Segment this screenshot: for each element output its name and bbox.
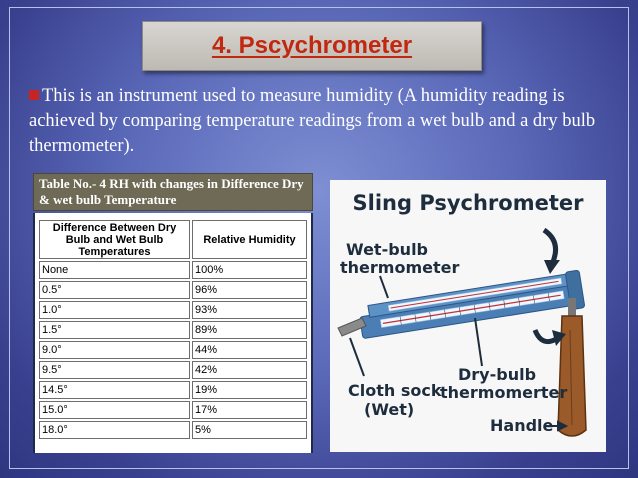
table-row <box>39 301 307 319</box>
cell-difference: 1.0° <box>39 301 190 319</box>
header-difference: Difference Between Dry Bulb and Wet Bulb Temperatures <box>39 220 190 259</box>
cell-rh: 96% <box>192 281 307 299</box>
cell-difference: None <box>39 261 190 279</box>
table-row <box>39 401 307 419</box>
table-row <box>39 381 307 399</box>
cell-rh: 44% <box>192 341 307 359</box>
intro-text: This is an instrument used to measure humidity (A humidity reading is achieved by comparing temperature readings from a wet bulb and a dry bulb thermometer). <box>29 86 596 156</box>
label-wet-bulb-1: Wet-bulb <box>346 240 428 259</box>
cell-difference: 9.0° <box>39 341 190 359</box>
rotation-arrow-top-icon <box>544 230 556 264</box>
table-header-row <box>39 220 307 259</box>
table-row <box>39 281 307 299</box>
cell-difference: 15.0° <box>39 401 190 419</box>
label-dry-bulb-1: Dry-bulb <box>458 365 537 384</box>
header-relative-humidity: Relative Humidity <box>192 220 307 259</box>
bullet-icon <box>29 90 39 100</box>
slide-title: 4. Pscychrometer <box>211 32 413 59</box>
figure-title: Sling Psychrometer <box>352 191 584 215</box>
table-panel <box>33 213 313 453</box>
table-row <box>39 261 307 279</box>
cell-rh: 93% <box>192 301 307 319</box>
cell-difference: 1.5° <box>39 321 190 339</box>
table-row <box>39 361 307 379</box>
rh-table <box>37 218 309 441</box>
arrowhead-top-icon <box>544 260 560 274</box>
cell-difference: 0.5° <box>39 281 190 299</box>
table-row <box>39 341 307 359</box>
label-cloth-sock-1: Cloth sock <box>348 381 442 400</box>
handle-shape <box>558 298 586 436</box>
title-box <box>142 21 482 71</box>
thermometer-frame <box>358 270 585 343</box>
intro-paragraph <box>29 84 617 159</box>
label-wet-bulb-2: thermometer <box>340 258 460 277</box>
cell-rh: 100% <box>192 261 307 279</box>
psychrometer-illustration <box>330 180 606 452</box>
sling-psychrometer-figure <box>330 180 606 452</box>
cell-difference: 14.5° <box>39 381 190 399</box>
table-row <box>39 421 307 439</box>
table-row <box>39 321 307 339</box>
label-dry-bulb-2: thermomerter <box>440 383 568 402</box>
label-cloth-sock-2: (Wet) <box>364 400 415 419</box>
cell-rh: 5% <box>192 421 307 439</box>
cell-difference: 9.5° <box>39 361 190 379</box>
cell-rh: 17% <box>192 401 307 419</box>
cell-rh: 19% <box>192 381 307 399</box>
cell-difference: 18.0° <box>39 421 190 439</box>
cell-rh: 42% <box>192 361 307 379</box>
table-caption: Table No.- 4 RH with changes in Difference Dry & wet bulb Temperature <box>33 173 313 211</box>
cell-rh: 89% <box>192 321 307 339</box>
label-handle: Handle <box>490 416 554 435</box>
